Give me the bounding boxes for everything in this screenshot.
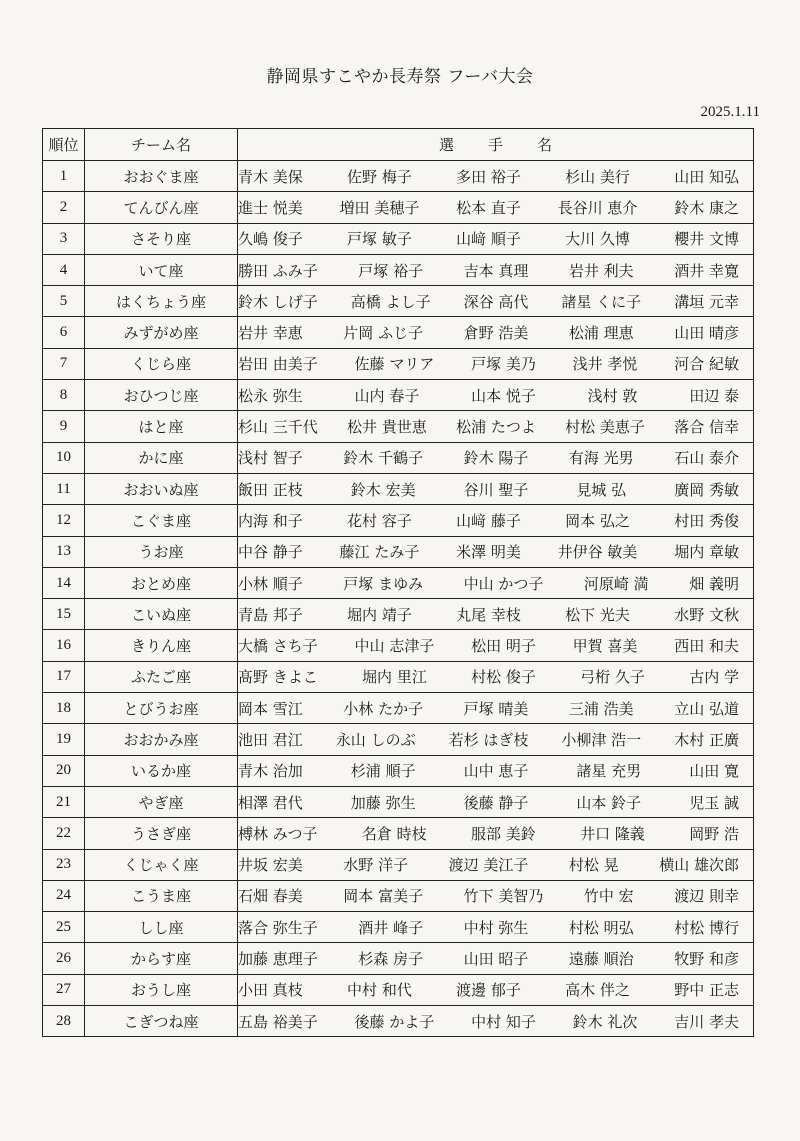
- player-name: 横山 雄次郎: [659, 856, 739, 875]
- player-name: 松田 明子: [471, 637, 536, 656]
- player-name: 吉本 真理: [463, 261, 529, 280]
- player-name: 井口 隆義: [580, 824, 645, 843]
- team-name-cell: みずがめ座: [85, 317, 238, 348]
- player-name: 青島 邦子: [238, 605, 303, 624]
- team-name-cell: こいぬ座: [85, 599, 238, 630]
- rank-cell: 20: [43, 755, 85, 786]
- rank-cell: 26: [43, 943, 85, 974]
- player-name: 落合 弥生子: [238, 918, 318, 937]
- player-name: 杉浦 順子: [350, 762, 416, 781]
- player-name: 渡辺 則幸: [674, 887, 739, 906]
- player-name: 松本 直子: [456, 198, 521, 217]
- player-name: 落合 信幸: [674, 418, 739, 437]
- player-name: 堀内 里江: [362, 668, 427, 687]
- player-name: 花村 容子: [347, 511, 412, 530]
- player-name: 岡本 雪江: [238, 699, 303, 718]
- player-name: 青木 治加: [238, 762, 303, 781]
- players-cell: [238, 693, 754, 724]
- player-name: 鈴木 宏美: [350, 480, 416, 499]
- player-name: 進士 悦美: [238, 198, 303, 217]
- player-name: 戸塚 敏子: [347, 230, 412, 249]
- player-name: 山本 鈴子: [576, 793, 642, 812]
- rank-cell: 8: [43, 380, 85, 411]
- rank-cell: 25: [43, 912, 85, 943]
- table-header-row: [43, 129, 754, 161]
- rank-cell: 14: [43, 567, 85, 598]
- rank-cell: 27: [43, 974, 85, 1005]
- player-name: 山﨑 順子: [456, 230, 521, 249]
- rank-cell: 6: [43, 317, 85, 348]
- players-cell: [238, 943, 754, 974]
- player-name: 野中 正志: [674, 981, 739, 1000]
- player-name: 勝田 ふみ子: [238, 261, 318, 280]
- player-name: 倉野 浩美: [463, 324, 529, 343]
- player-name: 鈴木 陽子: [463, 449, 529, 468]
- player-name: 岩田 由美子: [238, 355, 318, 374]
- players-cell: [238, 505, 754, 536]
- rank-cell: 18: [43, 693, 85, 724]
- player-name: 米澤 明美: [456, 543, 521, 562]
- players-cell: [238, 536, 754, 567]
- player-name: 村松 晃: [568, 856, 619, 875]
- table-row: [43, 630, 754, 661]
- table-row: [43, 536, 754, 567]
- player-name: 片岡 ふじ子: [343, 324, 424, 343]
- player-name: 見城 弘: [576, 480, 627, 499]
- players-cell: [238, 317, 754, 348]
- player-name: 井伊谷 敏美: [557, 543, 638, 562]
- table-row: [43, 818, 754, 849]
- player-name: 岩井 利夫: [568, 261, 634, 280]
- player-name: 中谷 静子: [238, 543, 303, 562]
- player-name: 浅村 智子: [238, 449, 303, 468]
- player-name: 久嶋 俊子: [238, 230, 303, 249]
- players-cell: [238, 192, 754, 223]
- team-name-cell: うさぎ座: [85, 818, 238, 849]
- rank-cell: 7: [43, 348, 85, 379]
- rank-cell: 13: [43, 536, 85, 567]
- table-row: [43, 786, 754, 817]
- player-name: 中山 かつ子: [463, 574, 544, 593]
- team-name-cell: はと座: [85, 411, 238, 442]
- player-name: 名倉 時枝: [361, 824, 427, 843]
- player-name: 増田 美穂子: [339, 198, 420, 217]
- player-name: 戸塚 裕子: [358, 261, 424, 280]
- player-name: 松浦 たつよ: [456, 418, 536, 437]
- player-name: 杉山 美行: [565, 167, 630, 186]
- player-name: 中山 志津子: [354, 637, 435, 656]
- player-name: 永山 しのぶ: [335, 730, 416, 749]
- player-name: 井坂 宏美: [238, 856, 303, 875]
- players-cell: [238, 724, 754, 755]
- player-name: 甲賀 喜美: [572, 637, 638, 656]
- players-cell: [238, 849, 754, 880]
- rank-cell: 19: [43, 724, 85, 755]
- page-title: 静岡県すこやか長寿祭 フーバ大会: [266, 67, 534, 87]
- player-name: 牧野 和彦: [674, 950, 739, 969]
- rank-cell: 24: [43, 880, 85, 911]
- rank-cell: 11: [43, 473, 85, 504]
- rank-cell: 15: [43, 599, 85, 630]
- table-row: [43, 1006, 754, 1037]
- players-cell: [238, 161, 754, 192]
- player-name: 後藤 かよ子: [354, 1012, 435, 1031]
- table-row: [43, 974, 754, 1005]
- player-name: 藤江 たみ子: [339, 543, 420, 562]
- players-cell: [238, 630, 754, 661]
- team-name-cell: やぎ座: [85, 786, 238, 817]
- header-players-label: 選手名: [438, 136, 586, 154]
- player-name: 諸星 充男: [576, 762, 642, 781]
- table-row: [43, 286, 754, 317]
- table-row: [43, 161, 754, 192]
- player-name: 山田 知弘: [674, 167, 739, 186]
- team-name-cell: おおいぬ座: [85, 473, 238, 504]
- player-name: 三浦 浩美: [568, 699, 634, 718]
- table-row: [43, 693, 754, 724]
- team-name-cell: おおぐま座: [85, 161, 238, 192]
- table-row: [43, 380, 754, 411]
- player-name: 松浦 理恵: [568, 324, 634, 343]
- player-name: 櫻井 文博: [674, 230, 739, 249]
- player-name: 鈴木 康之: [674, 198, 739, 217]
- players-cell: [238, 411, 754, 442]
- player-name: 大川 久博: [565, 230, 630, 249]
- player-name: 岡野 浩: [689, 824, 739, 843]
- team-name-cell: ふたご座: [85, 661, 238, 692]
- players-cell: [238, 1006, 754, 1037]
- player-name: 小林 順子: [238, 574, 303, 593]
- player-name: 田辺 泰: [689, 386, 739, 405]
- player-name: 鈴木 しげ子: [238, 292, 318, 311]
- player-name: 杉山 三千代: [238, 418, 318, 437]
- results-table: [42, 128, 754, 1037]
- player-name: 竹中 宏: [583, 887, 634, 906]
- player-name: 浅井 孝悦: [572, 355, 638, 374]
- player-name: 戸塚 晴美: [463, 699, 529, 718]
- team-name-cell: おひつじ座: [85, 380, 238, 411]
- player-name: 岩井 幸恵: [238, 324, 303, 343]
- player-name: 大橋 さち子: [238, 637, 318, 656]
- player-name: 多田 裕子: [456, 167, 521, 186]
- player-name: 髙野 きよこ: [238, 668, 318, 687]
- team-name-cell: はくちょう座: [85, 286, 238, 317]
- table-row: [43, 943, 754, 974]
- team-name-cell: おうし座: [85, 974, 238, 1005]
- player-name: 渡辺 美江子: [448, 856, 529, 875]
- rank-cell: 1: [43, 161, 85, 192]
- player-name: 竹下 美智乃: [463, 887, 544, 906]
- player-name: 遠藤 順治: [568, 950, 634, 969]
- player-name: 村松 俊子: [471, 668, 536, 687]
- player-name: 山内 春子: [354, 386, 420, 405]
- player-name: 河原崎 満: [583, 574, 649, 593]
- player-name: 山田 寛: [689, 762, 739, 781]
- player-name: 中村 知子: [471, 1012, 536, 1031]
- player-name: 木村 正廣: [674, 730, 739, 749]
- players-cell: [238, 786, 754, 817]
- table-row: [43, 505, 754, 536]
- team-name-cell: かに座: [85, 442, 238, 473]
- player-name: 池田 君江: [238, 730, 303, 749]
- table-row: [43, 317, 754, 348]
- player-name: 岡本 富美子: [343, 887, 424, 906]
- header-team: チーム名: [85, 129, 238, 161]
- player-name: 相澤 君代: [238, 793, 303, 812]
- table-row: [43, 473, 754, 504]
- players-cell: [238, 567, 754, 598]
- table-body: [43, 161, 754, 1037]
- player-name: 村田 秀俊: [674, 511, 739, 530]
- player-name: 酒井 峰子: [358, 918, 424, 937]
- player-name: 加藤 弥生: [350, 793, 416, 812]
- rank-cell: 23: [43, 849, 85, 880]
- event-date: 2025.1.11: [700, 104, 760, 120]
- team-name-cell: こぐま座: [85, 505, 238, 536]
- team-name-cell: いて座: [85, 254, 238, 285]
- team-name-cell: うお座: [85, 536, 238, 567]
- rank-cell: 17: [43, 661, 85, 692]
- player-name: 諸星 くに子: [561, 292, 642, 311]
- team-name-cell: くじら座: [85, 348, 238, 379]
- rank-cell: 21: [43, 786, 85, 817]
- rank-cell: 22: [43, 818, 85, 849]
- player-name: 深谷 高代: [463, 292, 529, 311]
- team-name-cell: いるか座: [85, 755, 238, 786]
- player-name: 廣岡 秀敏: [674, 480, 739, 499]
- rank-cell: 3: [43, 223, 85, 254]
- player-name: 松永 弥生: [238, 386, 303, 405]
- team-name-cell: さそり座: [85, 223, 238, 254]
- players-cell: [238, 286, 754, 317]
- table-row: [43, 442, 754, 473]
- player-name: 戸塚 美乃: [471, 355, 536, 374]
- rank-cell: 12: [43, 505, 85, 536]
- player-name: 吉川 孝夫: [674, 1012, 739, 1031]
- player-name: 水野 洋子: [343, 856, 409, 875]
- table-row: [43, 724, 754, 755]
- player-name: 谷川 聖子: [463, 480, 529, 499]
- table-row: [43, 661, 754, 692]
- table-row: [43, 912, 754, 943]
- team-name-cell: くじゃく座: [85, 849, 238, 880]
- player-name: 中村 和代: [347, 981, 412, 1000]
- players-cell: [238, 223, 754, 254]
- player-name: 石山 泰介: [674, 449, 739, 468]
- player-name: 杉森 房子: [358, 950, 424, 969]
- player-name: 村松 美恵子: [565, 418, 645, 437]
- players-cell: [238, 912, 754, 943]
- player-name: 内海 和子: [238, 511, 303, 530]
- rank-cell: 16: [43, 630, 85, 661]
- team-name-cell: しし座: [85, 912, 238, 943]
- player-name: 長谷川 恵介: [557, 198, 638, 217]
- player-name: 鈴木 礼次: [572, 1012, 638, 1031]
- players-cell: [238, 348, 754, 379]
- rank-cell: 10: [43, 442, 85, 473]
- players-cell: [238, 473, 754, 504]
- player-name: 石畑 春美: [238, 887, 303, 906]
- player-name: 服部 美鈴: [470, 824, 536, 843]
- player-name: 古内 学: [689, 668, 739, 687]
- player-name: 丸尾 幸枝: [456, 605, 521, 624]
- players-cell: [238, 755, 754, 786]
- players-cell: [238, 380, 754, 411]
- table-row: [43, 567, 754, 598]
- player-name: 松下 光夫: [565, 605, 630, 624]
- player-name: 児玉 誠: [689, 793, 739, 812]
- player-name: 水野 文秋: [674, 605, 739, 624]
- rank-cell: 28: [43, 1006, 85, 1037]
- players-cell: [238, 599, 754, 630]
- player-name: 畑 義明: [689, 574, 739, 593]
- player-name: 溝垣 元幸: [674, 292, 739, 311]
- player-name: 山田 昭子: [463, 950, 529, 969]
- team-name-cell: こぎつね座: [85, 1006, 238, 1037]
- player-name: 河合 紀敏: [674, 355, 739, 374]
- players-cell: [238, 818, 754, 849]
- player-name: 佐藤 マリア: [354, 355, 435, 374]
- player-name: 浅村 敦: [587, 386, 638, 405]
- rank-cell: 5: [43, 286, 85, 317]
- player-name: 山中 恵子: [463, 762, 529, 781]
- player-name: 村松 博行: [674, 918, 739, 937]
- table-row: [43, 348, 754, 379]
- table-row: [43, 849, 754, 880]
- rank-cell: 9: [43, 411, 85, 442]
- player-name: 山田 晴彦: [674, 324, 739, 343]
- player-name: 堀内 靖子: [347, 605, 412, 624]
- team-name-cell: とびうお座: [85, 693, 238, 724]
- players-cell: [238, 254, 754, 285]
- player-name: 後藤 静子: [463, 793, 529, 812]
- rank-cell: 4: [43, 254, 85, 285]
- player-name: 村松 明弘: [568, 918, 634, 937]
- player-name: 松井 貴世恵: [347, 418, 427, 437]
- team-name-cell: てんびん座: [85, 192, 238, 223]
- player-name: 高木 伴之: [565, 981, 630, 1000]
- team-name-cell: おとめ座: [85, 567, 238, 598]
- player-name: 弓桁 久子: [580, 668, 645, 687]
- player-name: 岡本 弘之: [565, 511, 630, 530]
- player-name: 渡邊 郁子: [456, 981, 521, 1000]
- table-row: [43, 192, 754, 223]
- player-name: 五島 裕美子: [238, 1012, 318, 1031]
- player-name: 小田 真枝: [238, 981, 303, 1000]
- player-name: 榑林 みつ子: [238, 824, 318, 843]
- rank-cell: 2: [43, 192, 85, 223]
- table-row: [43, 223, 754, 254]
- team-name-cell: きりん座: [85, 630, 238, 661]
- header-rank: 順位: [43, 129, 85, 161]
- player-name: 高橋 よし子: [350, 292, 431, 311]
- player-name: 酒井 幸寛: [674, 261, 739, 280]
- player-name: 小林 たか子: [343, 699, 424, 718]
- player-name: 加藤 恵理子: [238, 950, 318, 969]
- table-row: [43, 254, 754, 285]
- player-name: 小柳津 浩一: [561, 730, 642, 749]
- team-name-cell: おおかみ座: [85, 724, 238, 755]
- player-name: 有海 光男: [568, 449, 634, 468]
- player-name: 佐野 梅子: [347, 167, 412, 186]
- player-name: 青木 美保: [238, 167, 303, 186]
- team-name-cell: こうま座: [85, 880, 238, 911]
- player-name: 堀内 章敏: [674, 543, 739, 562]
- table-row: [43, 755, 754, 786]
- table-row: [43, 880, 754, 911]
- player-name: 山﨑 藤子: [456, 511, 521, 530]
- player-name: 中村 弥生: [463, 918, 529, 937]
- player-name: 西田 和夫: [674, 637, 739, 656]
- header-players: [238, 129, 754, 161]
- player-name: 戸塚 まゆみ: [343, 574, 424, 593]
- table-row: [43, 599, 754, 630]
- table-row: [43, 411, 754, 442]
- players-cell: [238, 442, 754, 473]
- players-cell: [238, 661, 754, 692]
- players-cell: [238, 974, 754, 1005]
- team-name-cell: からす座: [85, 943, 238, 974]
- player-name: 飯田 正枝: [238, 480, 303, 499]
- player-name: 山本 悦子: [471, 386, 536, 405]
- player-name: 若杉 はぎ枝: [448, 730, 529, 749]
- player-name: 鈴木 千鶴子: [343, 449, 424, 468]
- player-name: 立山 弘道: [674, 699, 739, 718]
- players-cell: [238, 880, 754, 911]
